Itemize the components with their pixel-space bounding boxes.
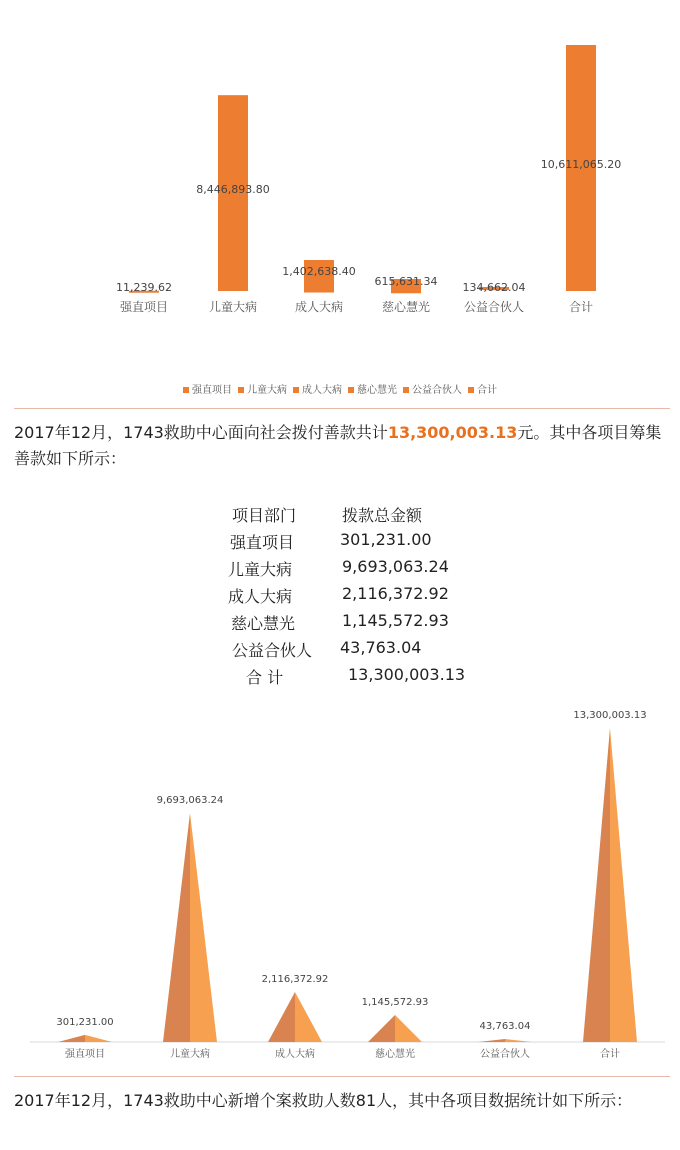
- data-label: 615,631.34: [374, 275, 438, 288]
- data-label: 1,145,572.93: [361, 996, 429, 1008]
- legend-label: 强直项目: [192, 385, 232, 396]
- data-label: 1,402,638.40: [282, 265, 356, 278]
- data-label: 10,611,065.20: [540, 158, 622, 171]
- table-cell-amount: 2,116,372.92: [342, 584, 449, 603]
- x-tick-label: 成人大病: [275, 1049, 315, 1060]
- cone-right-2: [190, 813, 217, 1042]
- data-label: 134,662.04: [462, 281, 526, 294]
- table-cell-amount: 301,231.00: [340, 530, 432, 549]
- cone-left-6: [583, 728, 610, 1042]
- table-cell-dept: 儿童大病: [228, 560, 293, 579]
- table-cell-amount: 1,145,572.93: [342, 611, 449, 630]
- x-tick-label: 强直项目: [119, 300, 169, 314]
- divider-2: [14, 1076, 670, 1077]
- table-cell-amount: 13,300,003.13: [348, 665, 466, 684]
- cone-left-1: [58, 1035, 85, 1042]
- data-label: 13,300,003.13: [573, 710, 647, 721]
- x-tick-label: 儿童大病: [170, 1049, 210, 1060]
- data-label: 11,239.62: [116, 281, 172, 294]
- x-tick-label: 公益合伙人: [463, 300, 525, 314]
- cone-left-2: [163, 813, 190, 1042]
- table-cell-amount: 9,693,063.24: [342, 557, 449, 576]
- x-tick-label: 成人大病: [294, 300, 344, 314]
- paragraph-new-cases: [14, 1088, 674, 1114]
- cone-right-4: [395, 1015, 422, 1042]
- x-tick-label: 儿童大病: [208, 300, 258, 314]
- x-tick-label: 慈心慧光: [375, 1049, 415, 1060]
- table-cell-dept: 合 计: [246, 668, 284, 687]
- legend-label: 公益合伙人: [412, 385, 462, 396]
- legend-label: 慈心慧光: [357, 385, 397, 396]
- data-label: 9,693,063.24: [156, 795, 224, 807]
- total-amount-highlight: 13,300,003.13: [387, 423, 518, 442]
- x-tick-label: 公益合伙人: [480, 1049, 530, 1060]
- cone-right-5: [505, 1039, 532, 1042]
- cone-chart-funds: [0, 690, 680, 1070]
- cone-left-5: [478, 1039, 505, 1042]
- x-tick-label: 合计: [568, 300, 594, 314]
- paragraph-text-post: 元。其中各项目筹集善款如下所示：: [14, 423, 662, 468]
- table-cell-amount: 43,763.04: [340, 638, 422, 657]
- cone-left-3: [268, 992, 295, 1042]
- paragraph-cases-text: 2017年12月，1743救助中心新增个案救助人数81人，其中各项目数据统计如下所示：: [14, 1091, 633, 1110]
- table-cell-dept: 成人大病: [228, 587, 293, 606]
- x-tick-label: 合计: [600, 1049, 620, 1060]
- cone-left-4: [368, 1015, 395, 1042]
- table-cell-dept: 公益合伙人: [232, 641, 313, 660]
- data-label: 8,446,893.80: [196, 183, 270, 196]
- x-tick-label: 强直项目: [65, 1049, 105, 1060]
- cone-right-6: [610, 728, 637, 1042]
- table-header-amount: 拨款总金额: [342, 506, 423, 525]
- table-cell-dept: 强直项目: [230, 533, 295, 552]
- data-label: 43,763.04: [479, 1021, 531, 1032]
- legend-label: 儿童大病: [247, 385, 287, 396]
- data-label: 301,231.00: [56, 1016, 114, 1028]
- paragraph-text-pre: 2017年12月，1743救助中心面向社会拨付善款共计: [14, 423, 388, 442]
- x-tick-label: 慈心慧光: [381, 300, 431, 314]
- cone-right-1: [85, 1035, 112, 1042]
- legend-label: 合计: [477, 385, 497, 396]
- table-header-dept: 项目部门: [232, 506, 297, 525]
- data-label: 2,116,372.92: [261, 974, 329, 986]
- cone-right-3: [295, 992, 322, 1042]
- table-cell-dept: 慈心慧光: [231, 614, 296, 633]
- legend-label: 成人大病: [302, 385, 342, 396]
